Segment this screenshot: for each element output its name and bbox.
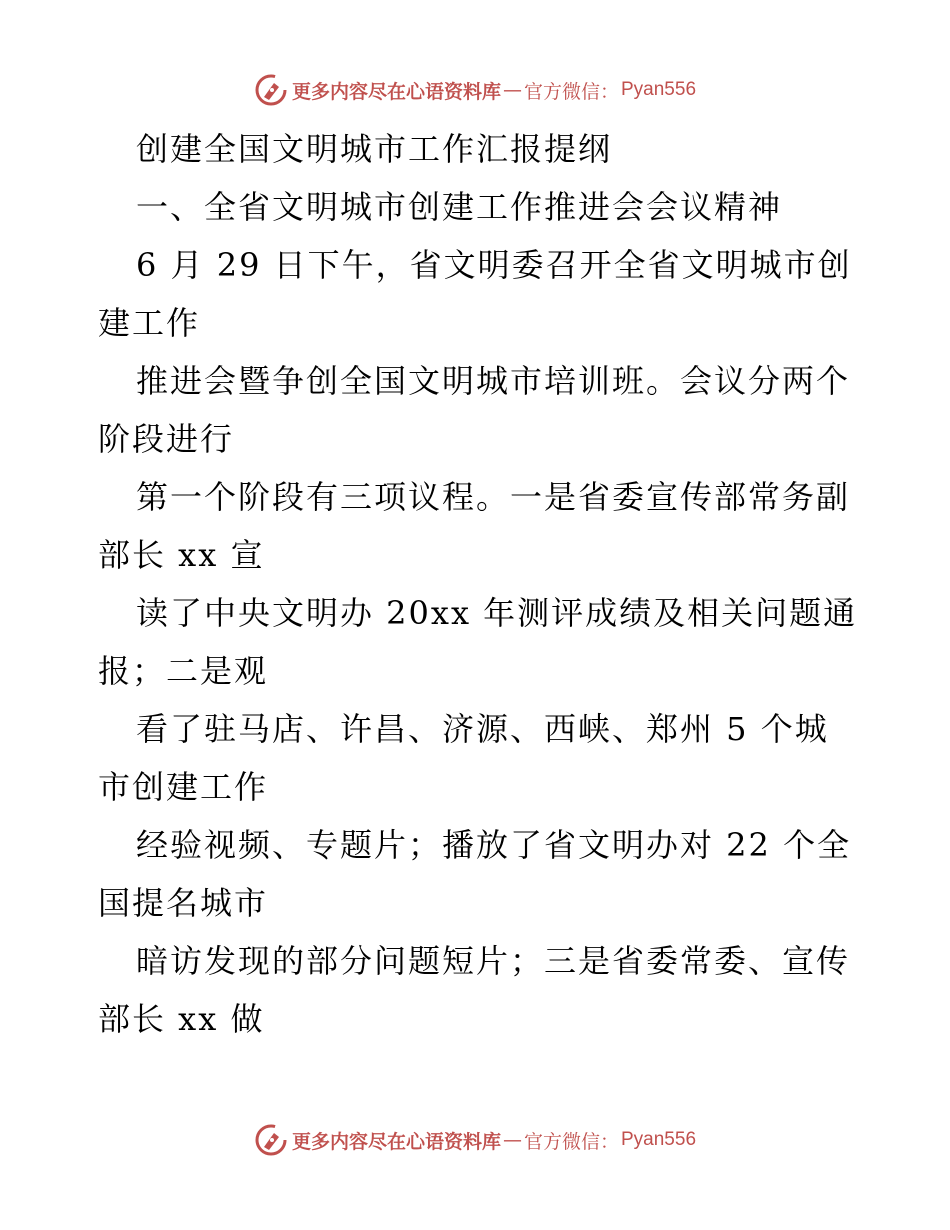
watermark-wechat-id: Pyan556 [621,1129,697,1150]
paragraph-line: 部长 xx 宣 [98,536,265,574]
paragraph-line: 报；二是观 [98,652,269,690]
section-heading: 一、全省文明城市创建工作推进会会议精神 [136,188,783,226]
paragraph-line: 第一个阶段有三项议程。一是省委宣传部常务副 [136,478,851,516]
watermark-dash: — [502,1129,522,1151]
paragraph-line: 国提名城市 [98,884,269,922]
header-watermark [0,70,950,110]
paragraph-line: 暗访发现的部分问题短片；三是省委常委、宣传 [136,942,851,980]
document-body [98,120,858,1048]
paragraph-line: 经验视频、专题片；播放了省文明办对 22 个全 [136,826,852,864]
pen-nib-logo-icon [254,73,288,107]
paragraph-line: 部长 xx 做 [98,1000,265,1038]
watermark-text: 更多内容尽在心语资料库 [291,80,501,103]
pen-nib-logo-icon [254,1123,288,1157]
paragraph-line: 阶段进行 [98,420,235,458]
paragraph-line: 读了中央文明办 20xx 年测评成绩及相关问题通 [136,594,858,632]
paragraph-line: 6 月 29 日下午，省文明委召开全省文明城市创 [136,246,852,284]
paragraph-line: 推进会暨争创全国文明城市培训班。会议分两个 [136,362,851,400]
watermark-wechat-label: 官方微信： [523,1130,619,1153]
watermark-wechat-id: Pyan556 [621,79,697,100]
document-title: 创建全国文明城市工作汇报提纲 [136,130,613,168]
watermark-dash: — [502,79,522,101]
watermark-wechat-label: 官方微信： [523,80,619,103]
paragraph-line: 建工作 [98,304,201,342]
paragraph-line: 看了驻马店、许昌、济源、西峡、郑州 5 个城 [136,710,829,748]
footer-watermark [0,1120,950,1160]
paragraph-line: 市创建工作 [98,768,269,806]
watermark-text: 更多内容尽在心语资料库 [291,1130,501,1153]
